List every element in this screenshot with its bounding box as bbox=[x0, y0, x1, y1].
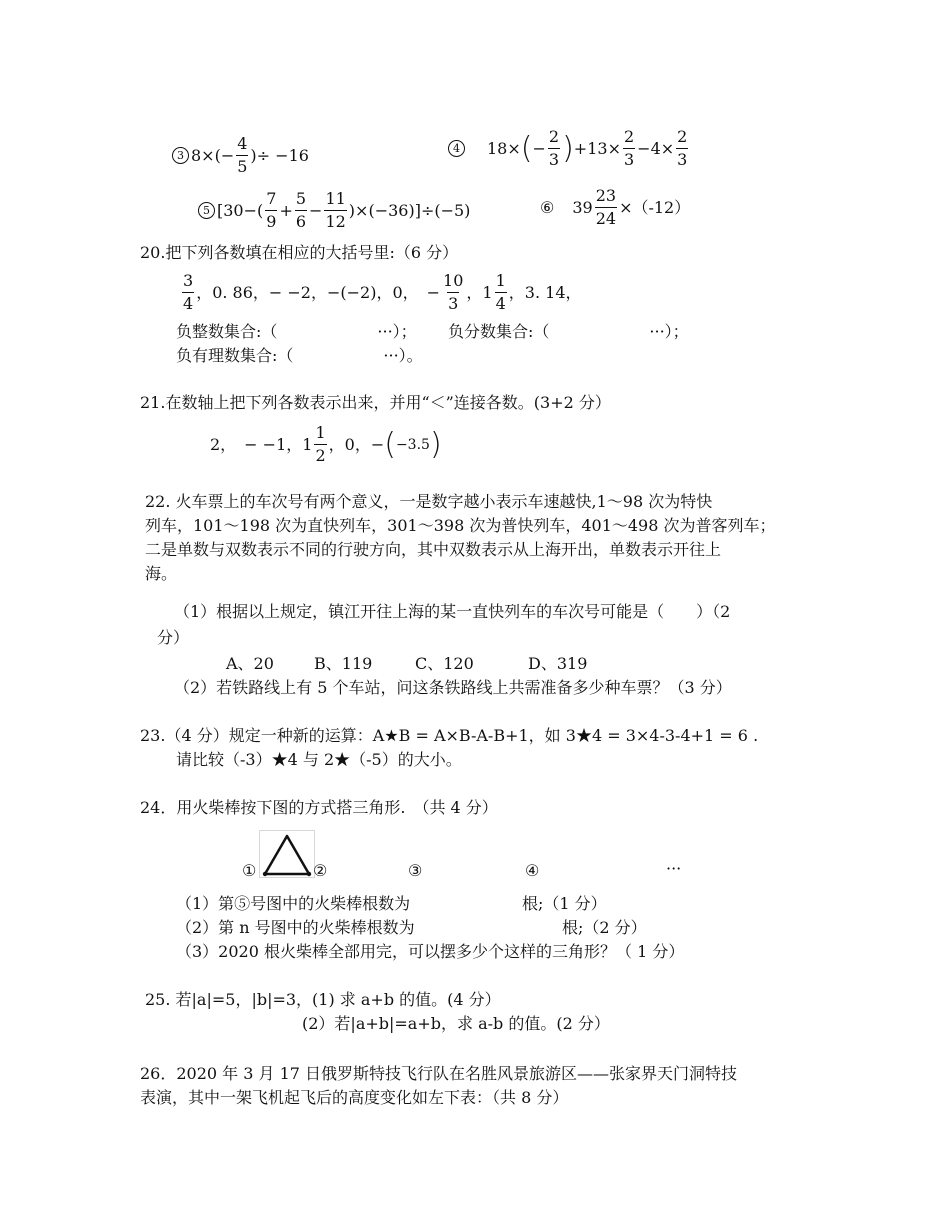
expr-4-fraction-2 bbox=[623, 126, 635, 171]
p24-question-3: （3）2020 根火柴棒全部用完，可以摆多少个这样的三角形？（ 1 分） bbox=[176, 942, 685, 961]
p21-frac-1-2 bbox=[314, 422, 326, 467]
p20-den2: 3 bbox=[448, 294, 459, 313]
p24-label-3: ③ bbox=[408, 861, 423, 880]
expr-5-f2-num: 5 bbox=[295, 189, 307, 208]
expr-4-f2-num: 2 bbox=[623, 127, 635, 146]
expr-4-mid: +13× bbox=[573, 138, 621, 158]
problem-20-number-list bbox=[180, 270, 582, 315]
p24-question-2-tail: 根;（2 分） bbox=[562, 918, 647, 937]
problem-20-heading: 20.把下列各数填在相应的大括号里:（6 分） bbox=[140, 243, 459, 262]
expr-3-num: 4 bbox=[237, 134, 248, 153]
expr-5-f2-den: 6 bbox=[295, 212, 307, 231]
p21-paren-open: ( bbox=[384, 426, 396, 462]
p21-paren-close: ) bbox=[429, 426, 442, 462]
p22-line-4: 海。 bbox=[145, 564, 178, 583]
p22-option-c: C、120 bbox=[415, 654, 474, 673]
p22-option-d: D、319 bbox=[528, 654, 588, 673]
expr-5-fraction-1 bbox=[265, 188, 277, 233]
p20-set-negative-fractions bbox=[448, 322, 689, 342]
marker-3: 3 bbox=[172, 147, 189, 164]
expr-4-f1-num: 2 bbox=[548, 127, 560, 146]
p22-line-3: 二是单数与双数表示不同的行驶方向，其中双数表示从上海开出，单数表示开往上 bbox=[145, 540, 722, 559]
p21-paren-value: −3.5 bbox=[395, 436, 430, 453]
problem-21-heading: 21.在数轴上把下列各数表示出来，并用“＜”连接各数。(3+2 分） bbox=[140, 393, 611, 412]
expr-5-f3-num: 11 bbox=[325, 189, 346, 208]
expr-4-neg: − bbox=[532, 138, 546, 158]
expr-3-tail: )÷ −16 bbox=[250, 145, 309, 165]
p20-num2: 10 bbox=[443, 271, 464, 290]
p20-set1-label: 负整数集合:（ bbox=[176, 322, 278, 341]
p24-label-1: ① bbox=[242, 861, 257, 880]
expr-3-lead: 8×(− bbox=[191, 145, 235, 165]
p20-set2-ellipsis: ···）； bbox=[649, 322, 689, 341]
triangle-vertex bbox=[307, 872, 311, 876]
expr-6 bbox=[540, 185, 690, 230]
expr-5-f3-den: 12 bbox=[325, 212, 346, 231]
expr-6-num: 23 bbox=[595, 186, 617, 205]
expr-5-tail: )×(−36)]÷(−5) bbox=[348, 200, 471, 220]
p24-question-2: （2）第 n 号图中的火柴棒根数为 bbox=[176, 918, 415, 937]
p20-seq-a: ，0. 86，− −2，−(−2)，0， − bbox=[196, 282, 441, 302]
expr-5-plus: + bbox=[279, 200, 293, 220]
expr-4-f1-den: 3 bbox=[548, 150, 560, 169]
p24-heading: 24．用火柴棒按下图的方式搭三角形. （共 4 分） bbox=[140, 798, 498, 817]
expr-3 bbox=[172, 133, 309, 178]
p20-set3-label: 负有理数集合:（ bbox=[176, 346, 294, 365]
p20-seq-c: ，3. 14， bbox=[508, 282, 582, 302]
expr-6-whole: 39 bbox=[572, 197, 593, 217]
expr-6-fraction bbox=[595, 185, 617, 230]
expr-4-f3-den: 3 bbox=[677, 150, 688, 169]
p20-frac-3-4 bbox=[182, 270, 194, 315]
expr-6-den: 24 bbox=[595, 209, 617, 228]
p24-question-1: （1）第⑤号图中的火柴棒根数为 bbox=[176, 894, 411, 913]
expr-5-fraction-3 bbox=[324, 188, 346, 233]
p21-seq-a: 2， − −1，1 bbox=[210, 434, 313, 454]
expr-4-paren-open: ( bbox=[520, 130, 533, 166]
p26-line-1: 26．2020 年 3 月 17 日俄罗斯特技飞行队在名胜风景旅游区——张家界天门洞特技 bbox=[140, 1064, 738, 1083]
p24-label-2: ② bbox=[313, 861, 328, 880]
expr-5-lead: [30−( bbox=[217, 200, 264, 220]
expr-4-mid2: −4× bbox=[637, 138, 675, 158]
p20-frac-10-3 bbox=[442, 270, 464, 315]
matchstick-triangle-figure bbox=[259, 830, 315, 878]
expr-5-minus: − bbox=[309, 200, 323, 220]
expr-4-f2-den: 3 bbox=[623, 150, 635, 169]
p20-num3: 1 bbox=[495, 271, 506, 290]
p22-question-1: （1）根据以上规定，镇江开往上海的某一直快列车的车次号可能是（ ）（2 bbox=[174, 602, 731, 621]
p24-question-1-tail: 根;（1 分） bbox=[522, 894, 607, 913]
p22-option-a: A、20 bbox=[226, 654, 274, 673]
p21-seq-b: ，0，− bbox=[328, 434, 385, 454]
p22-option-b: B、119 bbox=[314, 654, 373, 673]
expr-4-fraction-1 bbox=[548, 126, 560, 171]
marker-5: 5 bbox=[198, 202, 215, 219]
expr-6-tail: ×（-12） bbox=[619, 197, 691, 217]
p22-line-1: 22. 火车票上的车次号有两个意义，一是数字越小表示车速越快,1～98 次为特快 bbox=[145, 492, 713, 511]
p24-ellipsis: ··· bbox=[666, 859, 682, 878]
p21-den: 2 bbox=[315, 446, 326, 465]
p23-line-2: 请比较（-3）★4 与 2★（-5）的大小。 bbox=[176, 750, 462, 769]
p20-den3: 4 bbox=[495, 294, 506, 313]
expr-3-fraction bbox=[236, 133, 248, 178]
p25-line-2: (2）若|a+b|=a+b，求 a-b 的值。(2 分） bbox=[302, 1014, 610, 1033]
p22-question-2: （2）若铁路线上有 5 个车站，问这条铁路线上共需准备多少种车票？（3 分） bbox=[174, 678, 732, 697]
problem-21-number-list bbox=[210, 422, 442, 467]
expr-5 bbox=[198, 188, 470, 233]
p20-set1-ellipsis: ···）； bbox=[377, 322, 417, 341]
p25-line-1: 25. 若|a|=5，|b|=3，(1) 求 a+b 的值。(4 分） bbox=[145, 990, 501, 1009]
triangle-vertex bbox=[263, 872, 267, 876]
p20-den1: 4 bbox=[183, 294, 194, 313]
p20-num1: 3 bbox=[183, 271, 194, 290]
triangle-shape bbox=[265, 836, 309, 874]
expr-5-f1-num: 7 bbox=[266, 189, 277, 208]
expr-4-fraction-3 bbox=[676, 126, 688, 171]
expr-5-f1-den: 9 bbox=[266, 212, 277, 231]
expr-4-paren-close: ) bbox=[562, 130, 574, 166]
expr-4 bbox=[448, 126, 690, 171]
p24-label-4: ④ bbox=[525, 861, 540, 880]
expr-3-den: 5 bbox=[237, 157, 248, 176]
expr-5-fraction-2 bbox=[295, 188, 307, 233]
p22-question-1-cont: 分） bbox=[157, 628, 190, 647]
p22-line-2: 列车，101～198 次为直快列车，301～398 次为普快列车，401～498 次为普客列车； bbox=[145, 516, 776, 535]
p23-line-1: 23.（4 分）规定一种新的运算：A★B = A×B-A-B+1，如 3★4 = 3×4-3-4+1 = 6 . bbox=[140, 726, 759, 745]
p26-line-2: 表演，其中一架飞机起飞后的高度变化如左下表：（共 8 分） bbox=[140, 1088, 569, 1107]
p20-set-negative-rationals bbox=[176, 346, 423, 366]
p20-set2-label: 负分数集合:（ bbox=[448, 322, 550, 341]
p20-set-negative-integers bbox=[176, 322, 417, 342]
p20-set3-ellipsis: ···）。 bbox=[383, 346, 423, 365]
expr-4-f3-num: 2 bbox=[677, 127, 688, 146]
p20-frac-1-4 bbox=[495, 270, 507, 315]
marker-4: 4 bbox=[448, 140, 465, 157]
p20-seq-b: ，1 bbox=[466, 282, 493, 302]
p21-num: 1 bbox=[315, 423, 326, 442]
marker-6: ⑥ bbox=[540, 197, 555, 217]
expr-4-lead: 18× bbox=[487, 138, 521, 158]
